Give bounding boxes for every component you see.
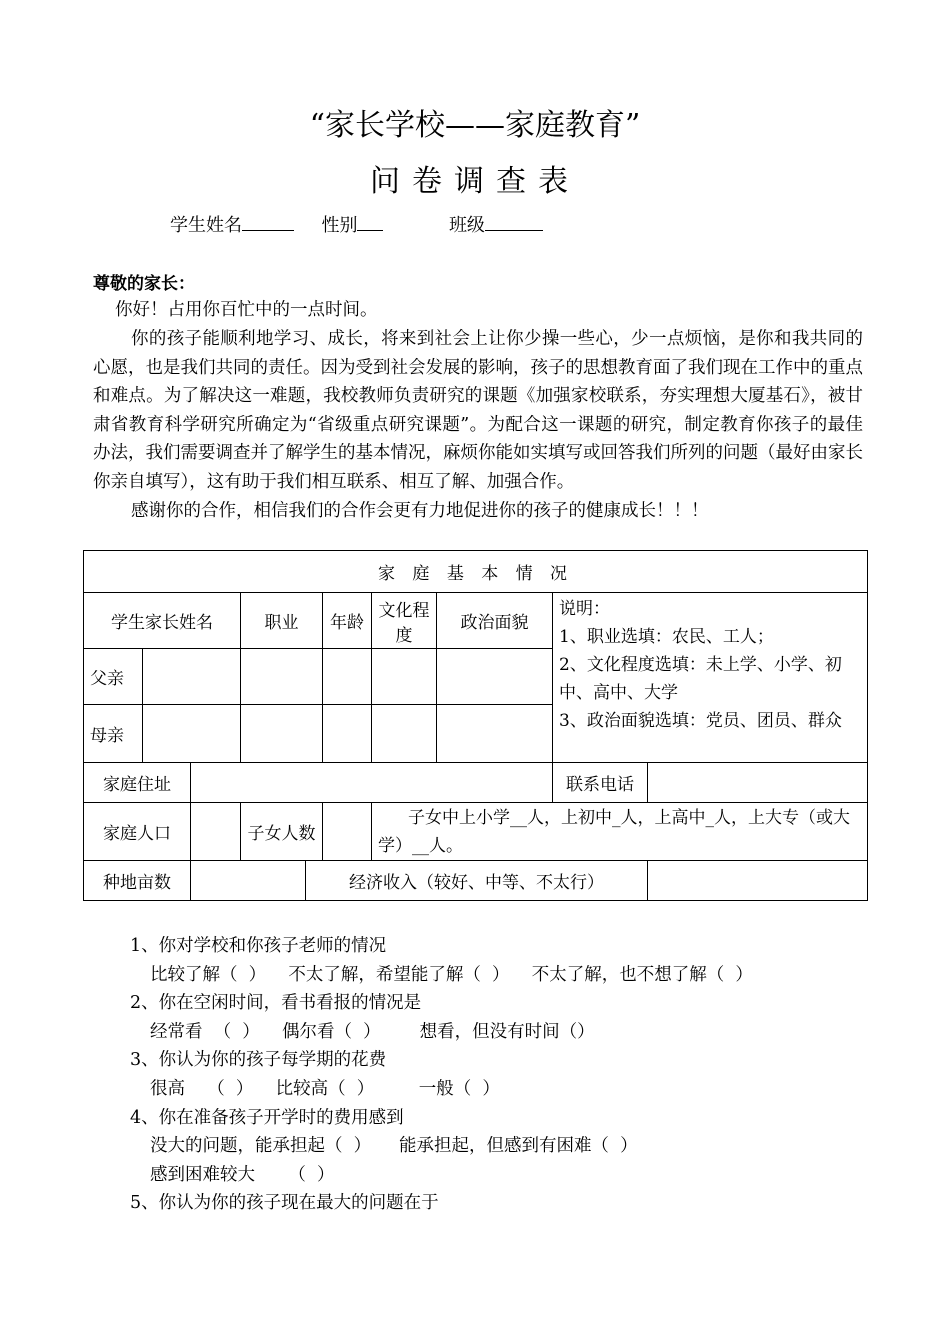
mother-label: 母亲 xyxy=(84,705,143,763)
income-cell[interactable] xyxy=(648,861,868,901)
father-education-cell[interactable] xyxy=(372,649,437,705)
greeting: 你好！占用你百忙中的一点时间。 xyxy=(115,300,378,320)
question-1-options[interactable]: 比较了解（ ） 不太了解，希望能了解（ ） 不太了解，也不想了解（ ） xyxy=(150,964,753,985)
family-size-cell[interactable] xyxy=(191,803,241,861)
student-name-field[interactable] xyxy=(242,212,294,231)
father-label: 父亲 xyxy=(84,649,143,705)
farmland-label: 种地亩数 xyxy=(84,861,191,901)
family-info-table xyxy=(83,550,868,901)
header-parent-name: 学生家长姓名 xyxy=(84,593,241,649)
notes-title: 说明： xyxy=(559,599,610,619)
header-political: 政治面貌 xyxy=(437,593,553,649)
father-political-cell[interactable] xyxy=(437,649,553,705)
table-title: 家 庭 基 本 情 况 xyxy=(84,551,868,593)
header-education: 文化程度 xyxy=(372,593,437,649)
mother-occupation-cell[interactable] xyxy=(241,705,323,763)
header-age: 年龄 xyxy=(323,593,372,649)
body-paragraph: 你的孩子能顺利地学习、成长，将来到社会上让你少操一些心，少一点烦恼，是你和我共同的心愿，也是我们共同的责任。因为受到社会发展的影响，孩子的思想教育面了我们现在工作中的重点和难点。为了解决这一难题，我校教师负责研究的课题《加强家校联系，夯实理想大厦基石》，被甘肃省教育科学研究所确定为“省级重点研究课题”。为配合这一课题的研究，制定教育你孩子的最佳办法，我们需要调查并了解学生的基本情况，麻烦你能如实填写或回答我们所列的问题（最好由家长你亲自填写），这有助于我们相互联系、相互了解、加强合作。 xyxy=(93,329,863,492)
header-occupation: 职业 xyxy=(241,593,323,649)
address-label: 家庭住址 xyxy=(84,763,191,803)
notes-cell xyxy=(553,593,868,763)
address-cell[interactable] xyxy=(191,763,553,803)
mother-education-cell[interactable] xyxy=(372,705,437,763)
class-field[interactable] xyxy=(485,212,543,231)
question-2-options[interactable]: 经常看 （ ） 偶尔看（ ） 想看，但没有时间（） xyxy=(150,1021,595,1042)
notes-item-1: 1、职业选填：农民、工人； xyxy=(559,627,774,647)
notes-item-2: 2、文化程度选填：未上学、小学、初中、高中、大学 xyxy=(559,655,842,703)
father-name-cell[interactable] xyxy=(143,649,241,705)
father-occupation-cell[interactable] xyxy=(241,649,323,705)
salutation: 尊敬的家长： xyxy=(93,274,195,294)
questions-list xyxy=(130,932,753,1218)
mother-name-cell[interactable] xyxy=(143,705,241,763)
income-label: 经济收入（较好、中等、不太行） xyxy=(306,861,648,901)
farmland-cell[interactable] xyxy=(191,861,306,901)
thanks-paragraph: 感谢你的合作，相信我们的合作会更有力地促进你的孩子的健康成长！！！ xyxy=(131,501,709,521)
phone-cell[interactable] xyxy=(648,763,868,803)
document-title: “家长学校——家庭教育” xyxy=(309,108,641,143)
student-name-label: 学生姓名 xyxy=(170,215,242,236)
question-4: 4、你在准备孩子开学时的费用感到 xyxy=(130,1107,404,1128)
notes-item-3: 3、政治面貌选填：党员、团员、群众 xyxy=(559,711,842,731)
question-1: 1、你对学校和你孩子老师的情况 xyxy=(130,936,387,956)
children-cell[interactable] xyxy=(323,803,372,861)
mother-political-cell[interactable] xyxy=(437,705,553,763)
question-2: 2、你在空闲时间，看书看报的情况是 xyxy=(130,993,422,1014)
document-subtitle: 问卷调查表 xyxy=(370,164,580,199)
gender-label: 性别 xyxy=(321,215,358,236)
father-age-cell[interactable] xyxy=(323,649,372,705)
question-3: 3、你认为你的孩子每学期的花费 xyxy=(130,1050,387,1071)
question-4-options-a[interactable]: 没大的问题，能承担起（ ） 能承担起，但感到有困难（ ） xyxy=(150,1136,638,1157)
phone-label: 联系电话 xyxy=(553,763,648,803)
children-school-cell: 子女中上小学__人，上初中_人，上高中_人，上大专（或大学）__人。 xyxy=(372,803,868,861)
mother-age-cell[interactable] xyxy=(323,705,372,763)
question-4-options-b[interactable]: 感到困难较大 （ ） xyxy=(150,1164,335,1185)
family-size-label: 家庭人口 xyxy=(84,803,191,861)
student-info-row xyxy=(170,212,543,239)
children-label: 子女人数 xyxy=(241,803,323,861)
gender-field[interactable] xyxy=(357,212,383,231)
question-5: 5、你认为你的孩子现在最大的问题在于 xyxy=(130,1193,439,1214)
class-label: 班级 xyxy=(448,215,485,236)
question-3-options[interactable]: 很高 （ ） 比较高（ ） 一般（ ） xyxy=(150,1078,500,1099)
